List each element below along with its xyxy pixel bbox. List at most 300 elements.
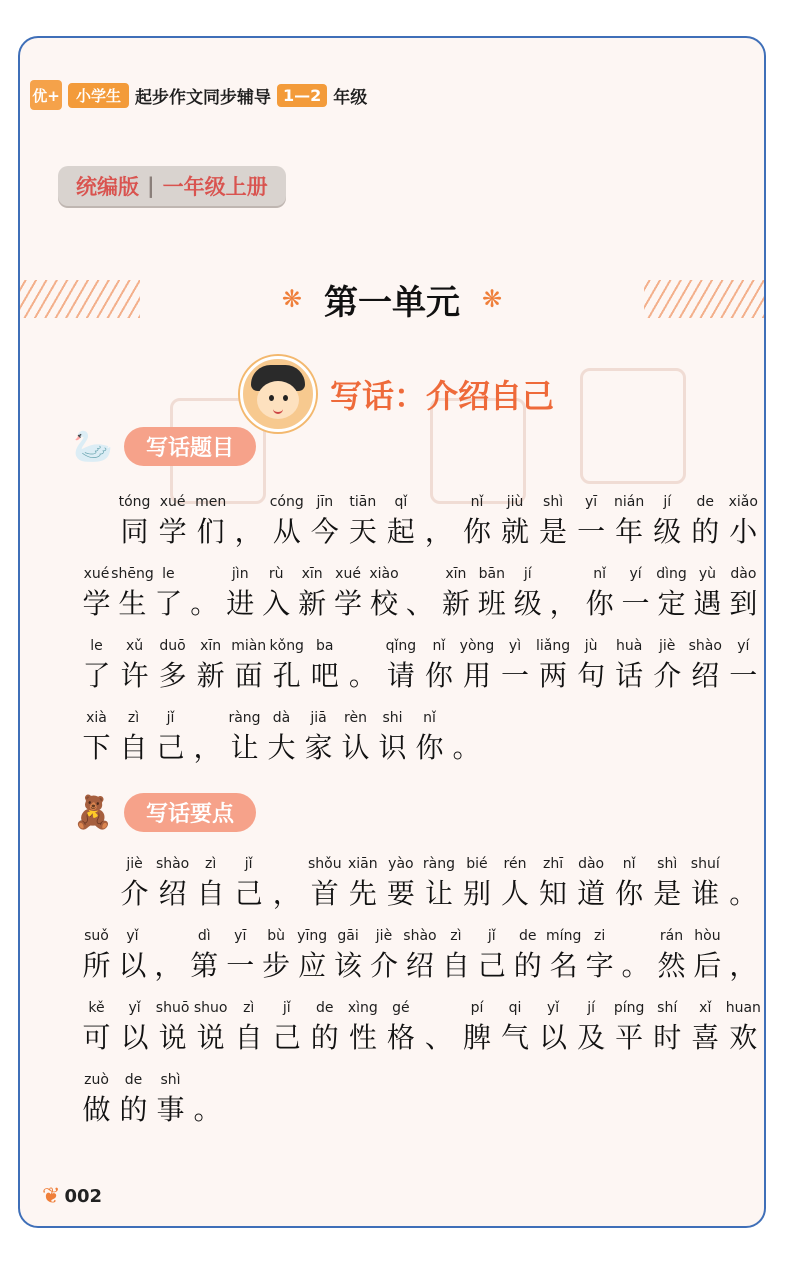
hanzi: 字 (585, 949, 614, 982)
annotated-character (499, 494, 532, 550)
pinyin: gé (392, 1000, 410, 1016)
annotated-character (270, 638, 303, 694)
pinyin: rén (503, 856, 527, 872)
annotated-character (384, 856, 417, 912)
annotated-character (194, 856, 227, 912)
annotated-character (80, 566, 113, 622)
annotated-character (499, 1000, 532, 1056)
annotated-character (232, 1000, 265, 1056)
hanzi: 的 (513, 949, 542, 982)
pinyin: suǒ (84, 928, 109, 944)
annotated-character (689, 494, 722, 550)
annotated-character (194, 638, 227, 694)
hanzi: 了 (154, 587, 183, 620)
pinyin: yī (585, 494, 598, 510)
hanzi: 知 (539, 877, 568, 910)
hanzi: 。 (348, 659, 377, 692)
annotated-character (265, 710, 298, 766)
annotated-character (156, 638, 189, 694)
annotated-character (194, 1000, 227, 1056)
hanzi: 级 (653, 515, 682, 548)
annotated-character (368, 566, 401, 622)
hanzi: 你 (585, 587, 614, 620)
unit-title-bar (20, 274, 764, 324)
pinyin: shào (688, 638, 722, 654)
annotated-character (80, 1000, 113, 1056)
hanzi: 小 (729, 515, 758, 548)
text-line (80, 632, 760, 694)
pinyin: shí (657, 1000, 678, 1016)
pinyin: nǐ (432, 638, 446, 654)
hanzi: 起 (386, 515, 415, 548)
annotated-character (460, 494, 493, 550)
hanzi: 性 (348, 1021, 377, 1054)
annotated-character (403, 566, 436, 622)
hanzi: 以 (120, 1021, 149, 1054)
pinyin: de (124, 1072, 143, 1088)
annotated-character (439, 928, 472, 984)
annotated-character (116, 928, 149, 984)
annotated-character (619, 566, 652, 622)
hanzi: 你 (415, 731, 444, 764)
pinyin: zì (205, 856, 217, 872)
pinyin: de (316, 1000, 334, 1016)
hanzi: 学 (334, 587, 363, 620)
hanzi: 一 (577, 515, 606, 548)
hanzi: 句 (577, 659, 606, 692)
pinyin: miàn (231, 638, 267, 654)
annotated-character (308, 638, 341, 694)
hanzi: 所 (82, 949, 111, 982)
hanzi: 及 (577, 1021, 606, 1054)
hanzi: 。 (452, 731, 481, 764)
pinyin: jiā (310, 710, 327, 726)
annotated-character (575, 1000, 608, 1056)
annotated-character (689, 1000, 722, 1056)
annotated-character (727, 928, 760, 984)
hanzi: 吧 (310, 659, 339, 692)
pinyin: xià (86, 710, 107, 726)
hanzi: 做 (82, 1093, 111, 1126)
annotated-character (537, 1000, 570, 1056)
hanzi: ， (729, 949, 758, 982)
hanzi: 今 (310, 515, 339, 548)
annotated-character (651, 494, 684, 550)
hanzi: 新 (441, 587, 470, 620)
topic-header (240, 356, 554, 432)
hanzi: 自 (196, 877, 225, 910)
hanzi: 校 (369, 587, 398, 620)
pinyin: shuo (193, 1000, 228, 1016)
hanzi: 。 (190, 587, 219, 620)
hanzi: 学 (158, 515, 187, 548)
pinyin: jí (587, 1000, 595, 1016)
annotated-character (575, 856, 608, 912)
hanzi: ， (549, 587, 578, 620)
hanzi: 自 (441, 949, 470, 982)
pinyin: nǐ (622, 856, 636, 872)
pinyin: yī (234, 928, 247, 944)
hanzi: 的 (310, 1021, 339, 1054)
hanzi: 该 (334, 949, 363, 982)
pinyin: jǐ (487, 928, 496, 944)
section-label: 写话题目 (124, 427, 256, 466)
pinyin: yào (388, 856, 414, 872)
annotated-character (156, 856, 189, 912)
pinyin: rù (268, 566, 284, 582)
annotated-character (727, 638, 760, 694)
hanzi: 先 (348, 877, 377, 910)
hanzi: 介 (120, 877, 149, 910)
annotated-character (583, 566, 616, 622)
hanzi: 话 (615, 659, 644, 692)
hanzi: 一 (226, 949, 255, 982)
pinyin: zì (243, 1000, 255, 1016)
pinyin: xué (159, 494, 186, 510)
annotated-character (232, 494, 265, 550)
annotated-character (547, 566, 580, 622)
hanzi: 人 (501, 877, 530, 910)
hanzi: 绍 (691, 659, 720, 692)
annotated-character (188, 566, 221, 622)
hanzi: 家 (304, 731, 333, 764)
annotated-character (156, 494, 189, 550)
hanzi: ， (154, 949, 183, 982)
hanzi: 己 (234, 877, 263, 910)
hanzi: 第 (190, 949, 219, 982)
pinyin: zuò (84, 1072, 109, 1088)
hanzi: 。 (193, 1093, 222, 1126)
pinyin: shēng (111, 566, 154, 582)
hanzi: ， (272, 877, 301, 910)
pinyin: tóng (118, 494, 151, 510)
pinyin: jí (663, 494, 672, 510)
hanzi: 绍 (158, 877, 187, 910)
annotated-character (689, 638, 722, 694)
hanzi: 别 (462, 877, 491, 910)
flower-icon: ❋ (482, 285, 503, 313)
goose-icon: 🦢 (73, 427, 113, 465)
pinyin: qǐ (394, 494, 408, 510)
annotated-character (689, 856, 722, 912)
pinyin: ba (316, 638, 334, 654)
hanzi: 说 (158, 1021, 187, 1054)
pinyin: jìn (231, 566, 249, 582)
page-number: 002 (64, 1186, 103, 1207)
hanzi: 喜 (691, 1021, 720, 1054)
hanzi: 进 (226, 587, 255, 620)
pinyin: qǐng (385, 638, 417, 654)
hanzi: 孔 (272, 659, 301, 692)
annotated-character (332, 928, 365, 984)
hanzi: 识 (378, 731, 407, 764)
hanzi: 自 (234, 1021, 263, 1054)
annotated-character (727, 1000, 760, 1056)
hanzi: 的 (691, 515, 720, 548)
hanzi: 大 (267, 731, 296, 764)
pinyin: jiè (659, 638, 676, 654)
pinyin: zì (450, 928, 462, 944)
unit-title: 第一单元 (324, 282, 460, 323)
annotated-character (80, 856, 113, 912)
hanzi: 要 (386, 877, 415, 910)
pinyin: shì (657, 856, 678, 872)
hanzi: 然 (657, 949, 686, 982)
hanzi: 应 (298, 949, 327, 982)
hanzi: 气 (501, 1021, 530, 1054)
hanzi: ， (193, 731, 222, 764)
annotated-character (376, 710, 409, 766)
pinyin: zhī (543, 856, 564, 872)
hanzi: 己 (477, 949, 506, 982)
text-line (80, 488, 760, 550)
pinyin: xǔ (125, 638, 144, 654)
pinyin: yù (698, 566, 717, 582)
annotated-character (191, 1072, 224, 1128)
hanzi: 欢 (729, 1021, 758, 1054)
pinyin: huà (615, 638, 643, 654)
pinyin: yǐ (126, 928, 139, 944)
hanzi: 两 (539, 659, 568, 692)
background-box (580, 368, 686, 484)
annotated-character (80, 710, 113, 766)
pinyin: yīng (297, 928, 328, 944)
annotated-character (450, 710, 483, 766)
pinyin: bān (478, 566, 505, 582)
hanzi: 道 (577, 877, 606, 910)
hanzi: 说 (196, 1021, 225, 1054)
annotated-character (613, 1000, 646, 1056)
pinyin: jǐ (244, 856, 253, 872)
hanzi: ， (424, 515, 453, 548)
annotated-character (188, 928, 221, 984)
pinyin: dào (730, 566, 757, 582)
hanzi: 同 (120, 515, 149, 548)
text-line (80, 560, 760, 622)
annotated-character (308, 494, 341, 550)
pinyin: xīn (445, 566, 467, 582)
hanzi: 们 (196, 515, 225, 548)
annotated-character (460, 638, 493, 694)
pinyin: shuí (690, 856, 720, 872)
pinyin: duō (159, 638, 186, 654)
hanzi: 一 (729, 659, 758, 692)
hanzi: 自 (119, 731, 148, 764)
flower-icon: ❋ (281, 285, 302, 313)
hanzi: 级 (513, 587, 542, 620)
annotated-character (224, 928, 257, 984)
hanzi: 到 (729, 587, 758, 620)
hanzi: 了 (82, 659, 111, 692)
pinyin: rán (659, 928, 684, 944)
annotated-character (156, 1000, 189, 1056)
book-title: 起步作文同步辅导 (135, 87, 272, 108)
bear-icon: 🧸 (73, 793, 113, 831)
section-label: 写话要点 (124, 793, 256, 832)
hanzi: 入 (262, 587, 291, 620)
annotated-character (194, 494, 227, 550)
pinyin: shi (382, 710, 403, 726)
pinyin: cóng (269, 494, 304, 510)
pinyin: rèn (344, 710, 367, 726)
pinyin: shì (543, 494, 564, 510)
hanzi: 新 (196, 659, 225, 692)
edition-name: 统编版 (76, 175, 139, 199)
hanzi: 是 (539, 515, 568, 548)
annotated-character (339, 710, 372, 766)
annotated-character (154, 1072, 187, 1128)
hanzi: 用 (462, 659, 491, 692)
hanzi: 一 (621, 587, 650, 620)
pinyin: dì (197, 928, 211, 944)
pinyin: liǎng (536, 638, 571, 654)
annotated-character (691, 566, 724, 622)
annotated-character (118, 494, 151, 550)
hanzi: 格 (386, 1021, 415, 1054)
pinyin: yí (737, 638, 750, 654)
annotated-character (575, 638, 608, 694)
hanzi: 你 (615, 877, 644, 910)
pinyin: dào (578, 856, 605, 872)
pinyin: yòng (459, 638, 495, 654)
hanzi: 介 (369, 949, 398, 982)
hanzi: 让 (424, 877, 453, 910)
pinyin: pí (470, 1000, 484, 1016)
text-line (80, 994, 760, 1056)
pinyin: jù (584, 638, 598, 654)
logo-icon: 优+ (30, 80, 62, 110)
hanzi: 以 (118, 949, 147, 982)
annotated-character (232, 856, 265, 912)
book-header (30, 78, 367, 112)
annotated-character (260, 928, 293, 984)
pinyin: men (195, 494, 227, 510)
hanzi: 遇 (693, 587, 722, 620)
pinyin: xué (335, 566, 361, 582)
annotated-character (384, 494, 417, 550)
annotated-character (575, 494, 608, 550)
pinyin: shào (155, 856, 190, 872)
pinyin: yǐ (546, 1000, 560, 1016)
annotated-character (260, 566, 293, 622)
annotated-character (413, 710, 446, 766)
pinyin: jí (523, 566, 532, 582)
pinyin: xīn (301, 566, 323, 582)
pinyin: jiè (375, 928, 393, 944)
hanzi: 就 (501, 515, 530, 548)
decorative-stripes (644, 280, 764, 318)
pinyin: xǐ (699, 1000, 712, 1016)
edition-separator: | (147, 174, 155, 198)
annotated-character (152, 928, 185, 984)
hanzi: 事 (156, 1093, 185, 1126)
hanzi: 许 (120, 659, 149, 692)
annotated-character (117, 710, 150, 766)
leaf-icon: ❦ (42, 1184, 61, 1209)
hanzi: 面 (234, 659, 263, 692)
pinyin: nǐ (593, 566, 606, 582)
pinyin: ràng (422, 856, 455, 872)
annotated-character (118, 1000, 151, 1056)
pinyin: nián (614, 494, 645, 510)
pinyin: jǐ (166, 710, 175, 726)
pinyin: le (90, 638, 103, 654)
annotated-character (511, 928, 544, 984)
hanzi: 从 (272, 515, 301, 548)
pinyin: shì (160, 1072, 181, 1088)
hanzi: 让 (230, 731, 259, 764)
pinyin: dìng (656, 566, 687, 582)
hanzi: 绍 (405, 949, 434, 982)
annotated-character (651, 1000, 684, 1056)
annotated-character (439, 566, 472, 622)
pinyin: de (519, 928, 537, 944)
annotated-character (191, 710, 224, 766)
annotated-character (499, 638, 532, 694)
pinyin: ràng (228, 710, 261, 726)
annotated-character (270, 1000, 303, 1056)
annotated-character (80, 928, 113, 984)
decorative-stripes (20, 280, 140, 318)
annotated-character (475, 928, 508, 984)
header-badge: 小学生 (68, 83, 129, 108)
annotated-character (613, 494, 646, 550)
pinyin: kǒng (269, 638, 304, 654)
hanzi: 年 (615, 515, 644, 548)
page-footer (42, 1184, 102, 1209)
annotated-character (308, 856, 341, 912)
hanzi: 的 (119, 1093, 148, 1126)
hanzi: 可 (82, 1021, 111, 1054)
annotated-character (422, 494, 455, 550)
pinyin: le (162, 566, 175, 582)
pinyin: hòu (694, 928, 721, 944)
hanzi: 下 (82, 731, 111, 764)
annotated-character (154, 710, 187, 766)
edition-badge (58, 166, 286, 206)
topic-paragraph (80, 488, 760, 776)
hanzi: 多 (158, 659, 187, 692)
annotated-character (270, 856, 303, 912)
annotated-character (655, 928, 688, 984)
grade-word: 年级 (333, 87, 368, 108)
pinyin: shào (403, 928, 437, 944)
hanzi: 。 (729, 877, 758, 910)
pinyin: kě (88, 1000, 105, 1016)
hanzi: 认 (341, 731, 370, 764)
pinyin: jǐ (282, 1000, 291, 1016)
hanzi: 你 (462, 515, 491, 548)
annotated-character (537, 494, 570, 550)
hanzi: 你 (424, 659, 453, 692)
pinyin: xiǎo (728, 494, 758, 510)
pinyin: zi (594, 928, 606, 944)
hanzi: 学 (82, 587, 111, 620)
pinyin: xìng (347, 1000, 378, 1016)
annotated-character (80, 494, 113, 550)
annotated-character (296, 566, 329, 622)
hanzi: 首 (310, 877, 339, 910)
annotated-character (80, 638, 113, 694)
pinyin: dà (272, 710, 291, 726)
pinyin: jiè (126, 856, 143, 872)
annotated-character (111, 566, 154, 622)
hanzi: 脾 (462, 1021, 491, 1054)
hanzi: 是 (653, 877, 682, 910)
hanzi: 新 (298, 587, 327, 620)
hanzi: 名 (549, 949, 578, 982)
annotated-character (308, 1000, 341, 1056)
